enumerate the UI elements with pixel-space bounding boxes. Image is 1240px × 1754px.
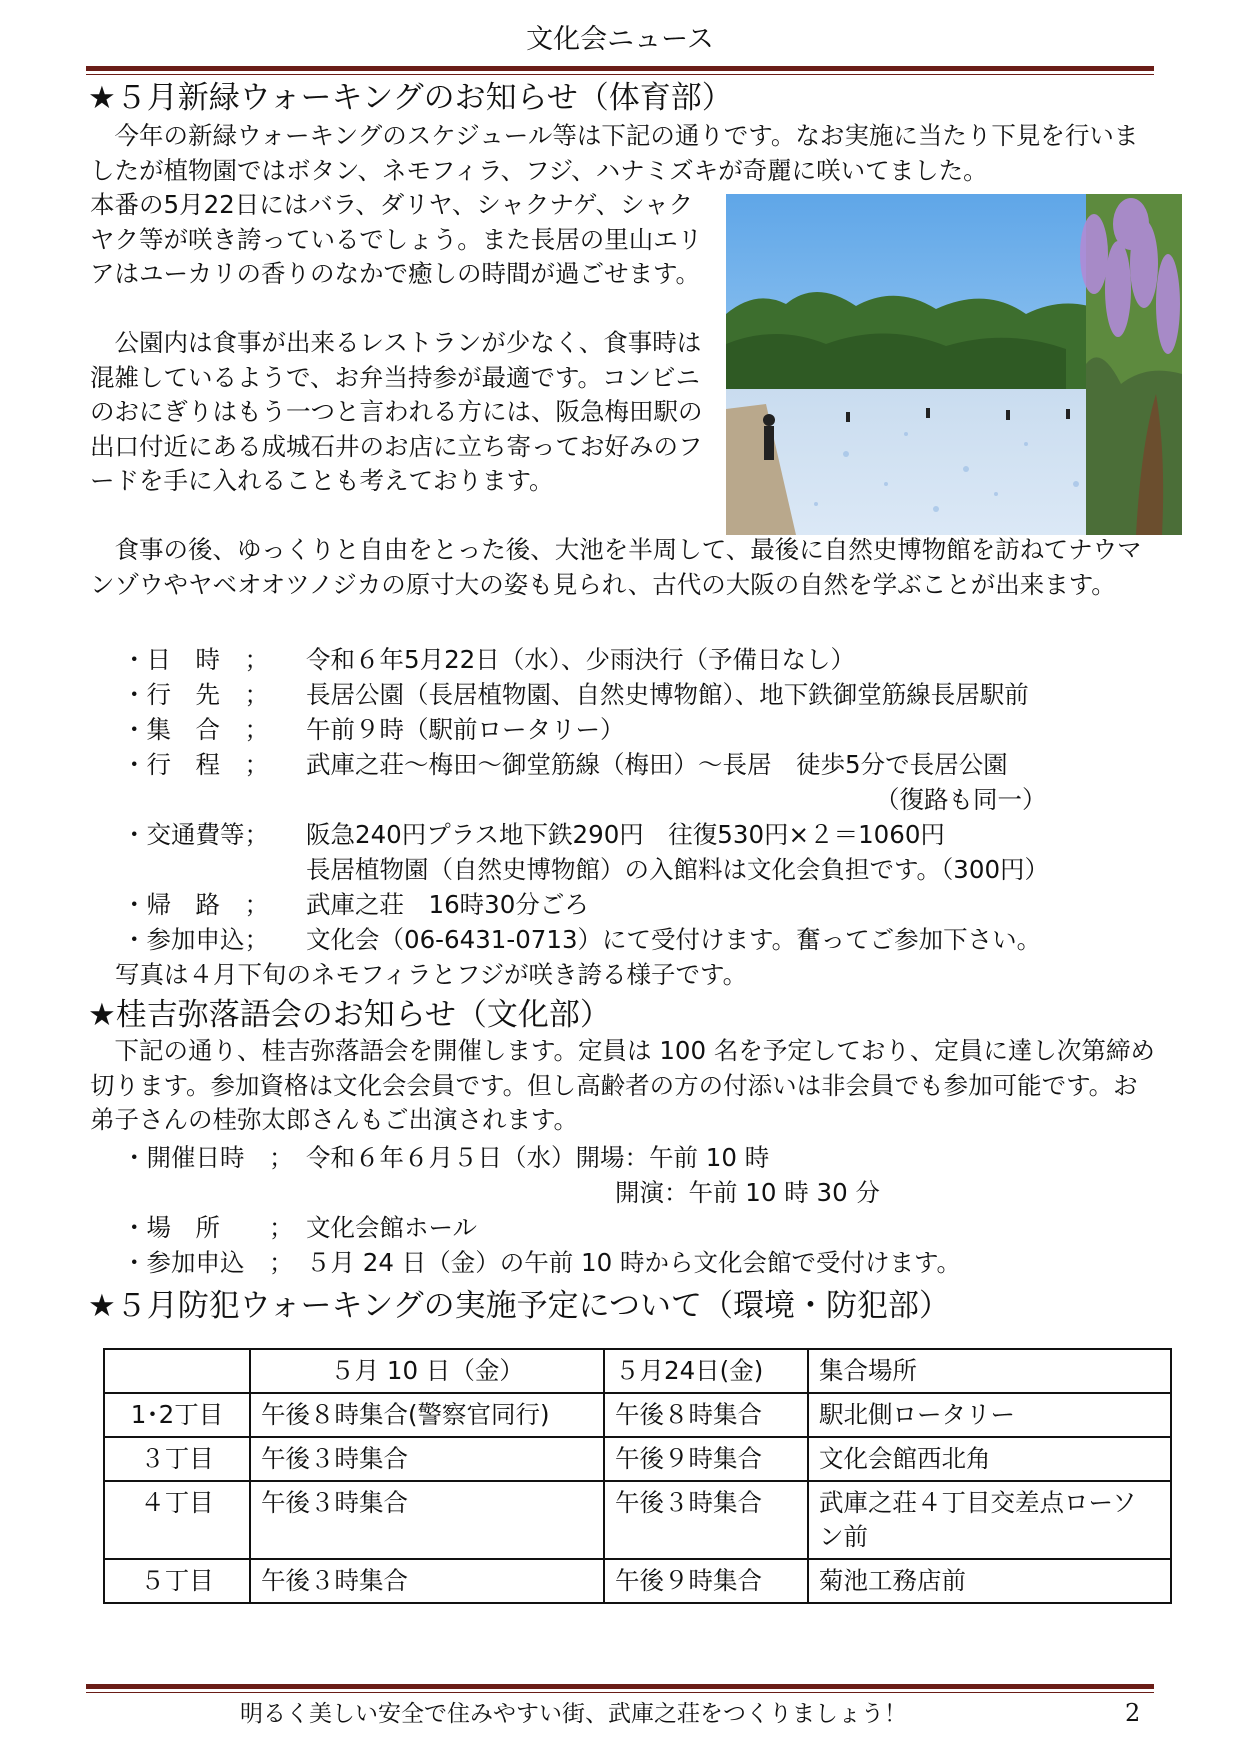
detail-return-label: ・帰 路 ； — [122, 890, 269, 919]
table-cell: 午後８時集合(警察官同行) — [250, 1393, 604, 1437]
rakugo-date-value: 令和６年６月５日（水）開場：午前 10 時 — [306, 1143, 770, 1172]
section2-body: 下記の通り、桂吉弥落語会を開催します。定員は 100 名を予定しており、定員に達し次第締め切ります。参加資格は文化会会員です。但し高齢者の方の付添いは非会員でも参加可能です。お弟子さんの桂弥太郎さんもご出演されます。 — [90, 1036, 1155, 1134]
section1-paragraph-3: 食事の後、ゆっくりと自由をとった後、大池を半周して、最後に自然史博物館を訪ねてナウマンゾウやヤベオオツノジカの原寸大の姿も見られ、古代の大阪の自然を学ぶことが出来ます。 — [90, 535, 1142, 599]
table-cell: 午後３時集合 — [250, 1481, 604, 1559]
detail-application-value: 文化会（06-6431-0713）にて受付けます。奮ってご参加下さい。 — [306, 925, 1042, 954]
detail-fare-note: 長居植物園（自然史博物館）の入館料は文化会負担です。（300円） — [306, 855, 1050, 884]
table-cell: 午後３時集合 — [250, 1559, 604, 1603]
detail-route-label: ・行 程 ； — [122, 750, 269, 779]
section2-heading: ★桂吉弥落語会のお知らせ（文化部） — [88, 997, 611, 1033]
table-row — [104, 1437, 1171, 1481]
section1-heading: ★５月新緑ウォーキングのお知らせ（体育部） — [88, 80, 733, 116]
table-cell: 1･2丁目 — [104, 1393, 250, 1437]
table-cell: 午後９時集合 — [604, 1559, 808, 1603]
table-cell: ３丁目 — [104, 1437, 250, 1481]
rakugo-application-label: ・参加申込 ； — [122, 1248, 294, 1277]
rakugo-place-value: 文化会館ホール — [306, 1213, 478, 1242]
detail-date-value: 令和６年5月22日（水）、少雨決行（予備日なし） — [306, 645, 856, 674]
footer-slogan: 明るく美しい安全で住みやすい街、武庫之荘をつくりましょう！ — [240, 1701, 907, 1727]
detail-meeting-label: ・集 合 ； — [122, 715, 269, 744]
table-header-cell: ５月24日(金) — [604, 1349, 808, 1393]
table-row — [104, 1393, 1171, 1437]
table-row — [104, 1481, 1171, 1559]
table-cell: 午後８時集合 — [604, 1393, 808, 1437]
section1-intro: 今年の新緑ウォーキングのスケジュール等は下記の通りです。なお実施に当たり下見を行いましたが植物園ではボタン、ネモフィラ、フジ、ハナミズキが奇麗に咲いてました。 — [90, 121, 1139, 185]
section3-heading: ★５月防犯ウォーキングの実施予定について（環境・防犯部） — [88, 1288, 950, 1324]
detail-meeting-value: 午前９時（駅前ロータリー） — [306, 715, 625, 744]
detail-fare-label: ・交通費等； — [122, 820, 269, 849]
rakugo-date-label: ・開催日時 ； — [122, 1143, 294, 1172]
photo-caption: 写真は４月下旬のネモフィラとフジが咲き誇る様子です。 — [115, 960, 748, 989]
rakugo-start-time: 開演：午前 10 時 30 分 — [615, 1178, 881, 1207]
table-cell: 午後９時集合 — [604, 1437, 808, 1481]
table-cell: 駅北側ロータリー — [808, 1393, 1171, 1437]
detail-route-value: 武庫之荘～梅田～御堂筋線（梅田）～長居 徒歩5分で長居公園 — [306, 750, 1008, 779]
table-cell: 午後３時集合 — [250, 1437, 604, 1481]
table-header-cell: ５月 10 日（金） — [250, 1349, 604, 1393]
table-header-row — [104, 1349, 1171, 1393]
header-rule-thin — [86, 74, 1154, 75]
table-cell: 菊池工務店前 — [808, 1559, 1171, 1603]
detail-application-label: ・参加申込； — [122, 925, 269, 954]
table-cell: 武庫之荘４丁目交差点ローソン前 — [808, 1481, 1171, 1559]
table-cell: ４丁目 — [104, 1481, 250, 1559]
rakugo-place-label: ・場 所 ； — [122, 1213, 294, 1242]
section1-paragraph-1: 本番の5月22日にはバラ、ダリヤ、シャクナゲ、シャクヤク等が咲き誇っているでしょう。また長居の里山エリアはユーカリの香りのなかで癒しの時間が過ごせます。 — [90, 190, 703, 288]
park-photo — [726, 194, 1182, 535]
footer-rule-thin — [86, 1692, 1154, 1693]
table-cell: ５丁目 — [104, 1559, 250, 1603]
detail-return-value: 武庫之荘 16時30分ごろ — [306, 890, 589, 919]
table-cell: 文化会館西北角 — [808, 1437, 1171, 1481]
table-header-cell: 集合場所 — [808, 1349, 1171, 1393]
detail-fare-value: 阪急240円プラス地下鉄290円 往復530円×２＝1060円 — [306, 820, 945, 849]
detail-route-note: （復路も同一） — [875, 785, 1047, 814]
newsletter-title: 文化会ニュース — [526, 24, 714, 55]
page-number: 2 — [1125, 1699, 1141, 1727]
section1-paragraph-2: 公園内は食事が出来るレストランが少なく、食事時は混雑しているようで、お弁当持参が最適です。コンビニのおにぎりはもう一つと言われる方には、阪急梅田駅の出口付近にある成城石井のお店に立ち寄ってお好みのフードを手に入れることも考えております。 — [90, 328, 703, 495]
detail-destination-label: ・行 先 ； — [122, 680, 269, 709]
rakugo-application-value: ５月 24 日（金）の午前 10 時から文化会館で受付けます。 — [306, 1248, 962, 1277]
detail-destination-value: 長居公園（長居植物園、自然史博物館）、地下鉄御堂筋線長居駅前 — [306, 680, 1029, 709]
header-rule-thick — [86, 66, 1154, 71]
patrol-schedule-table — [103, 1348, 1172, 1604]
table-cell: 午後３時集合 — [604, 1481, 808, 1559]
table-row — [104, 1559, 1171, 1603]
footer-rule-thick — [86, 1684, 1154, 1689]
table-header-cell — [104, 1349, 250, 1393]
detail-date-label: ・日 時 ； — [122, 645, 269, 674]
